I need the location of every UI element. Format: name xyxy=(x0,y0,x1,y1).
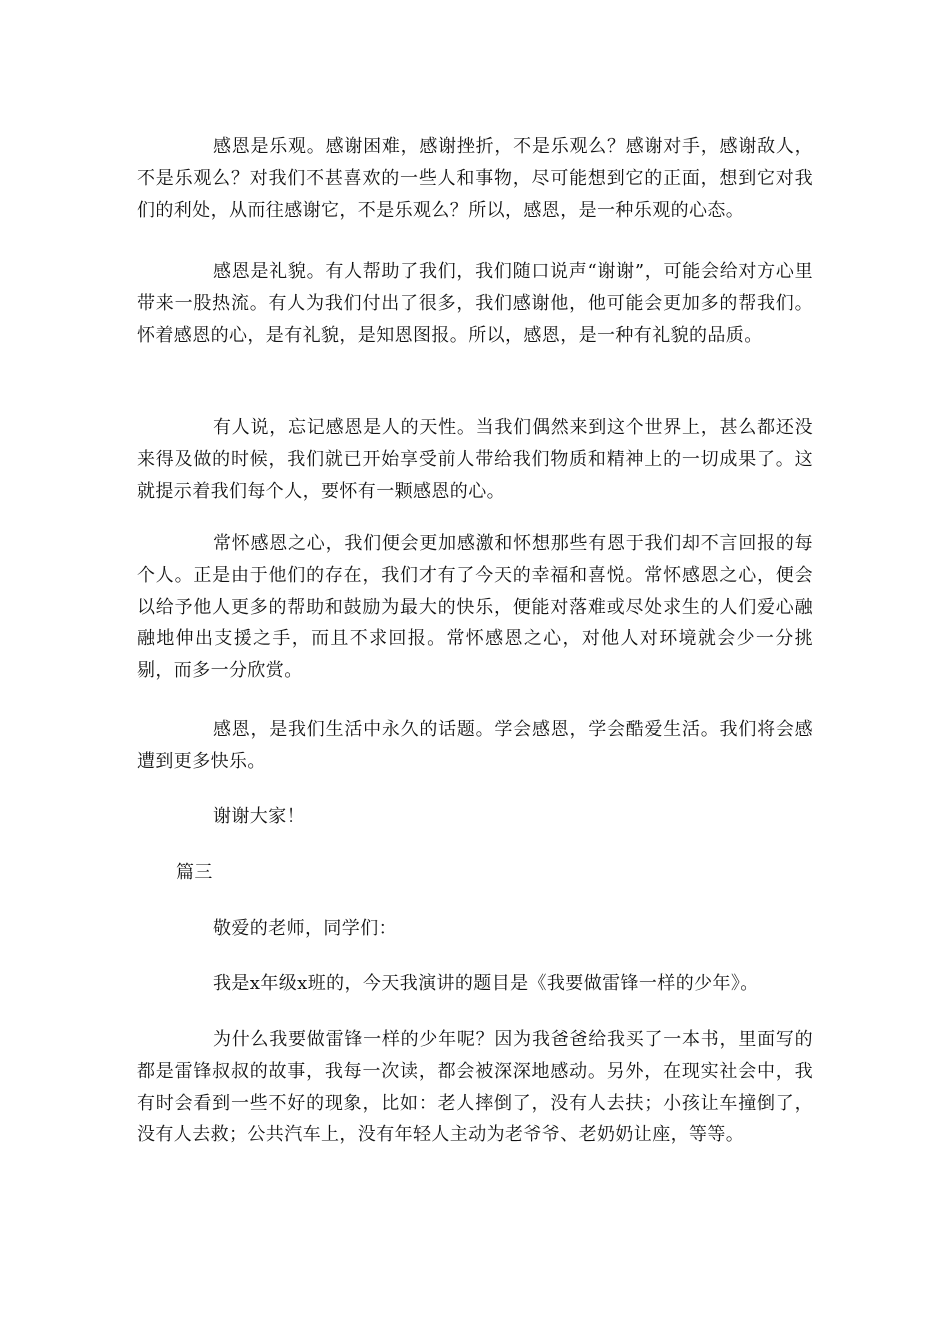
paragraph-greeting: 敬爱的老师，同学们： xyxy=(213,918,397,939)
paragraph-optimism: 感恩是乐观。感谢困难，感谢挫折，不是乐观么？感谢对手，感谢敌人，不是乐观么？对我们不甚喜欢的一些人和事物，尽可能想到它的正面，想到它对我们的利处，从而往感谢它，不是乐观么？所以，感恩，是一种乐观的心态。 xyxy=(137,136,813,221)
paragraph-reason: 为什么我要做雷锋一样的少年呢？因为我爸爸给我买了一本书，里面写的都是雷锋叔叔的故事，我每一次读，都会被深深地感动。另外，在现实社会中，我有时会看到一些不好的现象，比如：老人摔倒了，没有人去扶；小孩让车撞倒了，没有人去救；公共汽车上，没有年轻人主动为老爷爷、老奶奶让座，等等。 xyxy=(137,1029,813,1146)
paragraph-politeness: 感恩是礼貌。有人帮助了我们，我们随口说声“谢谢”，可能会给对方心里带来一股热流。有人为我们付出了很多，我们感谢他，他可能会更加多的帮我们。怀着感恩的心，是有礼貌，是知恩图报。所以，感恩，是一种有礼貌的品质。 xyxy=(137,261,813,346)
paragraph-thanks: 谢谢大家！ xyxy=(213,806,305,827)
paragraph-introduction: 我是x年级x班的，今天我演讲的题目是《我要做雷锋一样的少年》。 xyxy=(213,973,759,994)
section-title: 篇三 xyxy=(176,862,213,883)
paragraph-gratitude-heart: 常怀感恩之心，我们便会更加感激和怀想那些有恩于我们却不言回报的每个人。正是由于他们的存在，我们才有了今天的幸福和喜悦。常怀感恩之心，便会以给予他人更多的帮助和鼓励为最大的快乐，便能对落难或尽处求生的人们爱心融融地伸出支援之手，而且不求回报。常怀感恩之心，对他人对环境就会少一分挑剔，而多一分欣赏。 xyxy=(137,533,813,682)
paragraph-life-topic: 感恩，是我们生活中永久的话题。学会感恩，学会酷爱生活。我们将会感遭到更多快乐。 xyxy=(137,719,813,772)
paragraph-nature: 有人说，忘记感恩是人的天性。当我们偶然来到这个世界上，甚么都还没来得及做的时候，我们就已开始享受前人带给我们物质和精神上的一切成果了。这就提示着我们每个人，要怀有一颗感恩的心。 xyxy=(137,417,813,502)
